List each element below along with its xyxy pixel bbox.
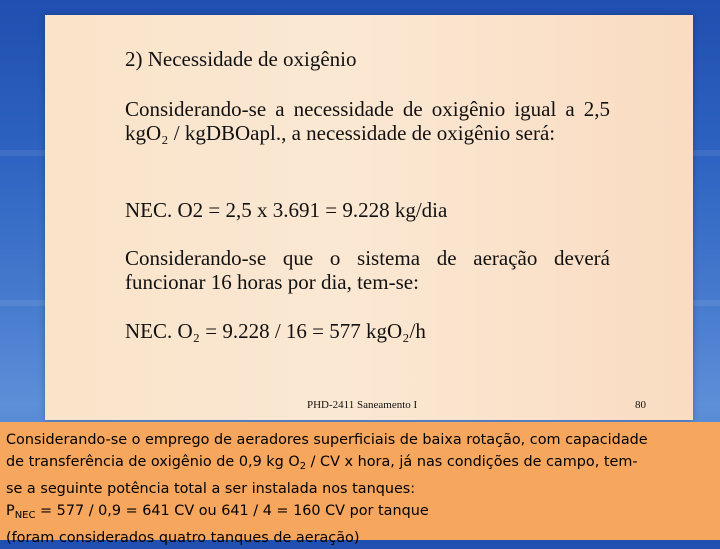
caption-line-2 xyxy=(6,451,714,478)
page-number: 80 xyxy=(635,399,646,411)
caption-power-symbol: P xyxy=(6,503,15,519)
slide-footer: PHD-2411 Saneamento I xyxy=(307,399,418,411)
slide-paragraph-aeration-hours: Considerando-se que o sistema de aeração deverá funcionar 16 horas por dia, tem-se: xyxy=(125,246,610,294)
caption-line-2-subscript: 2 xyxy=(299,461,307,472)
slide-panel xyxy=(45,15,693,420)
caption-box xyxy=(0,422,720,546)
caption-line-1: Considerando-se o emprego de aeradores superficiais de baixa rotação, com capacidade xyxy=(6,432,648,448)
formula-daily-oxygen: NEC. O2 = 2,5 x 3.691 = 9.228 kg/dia xyxy=(125,198,448,222)
caption-power-subscript: NEC xyxy=(14,510,36,521)
caption-line-3: se a seguinte potência total a ser instalada nos tanques: xyxy=(6,481,416,497)
caption-line-2-rest: / CV x hora, já nas condições de campo, tem- xyxy=(306,454,638,470)
slide-paragraph-oxygen-need: Considerando-se a necessidade de oxigênio igual a 2,5 kgO₂ / kgDBOapl., a necessidade de oxigênio será: xyxy=(125,97,610,145)
formula-hourly-oxygen: NEC. O₂ = 9.228 / 16 = 577 kgO₂/h xyxy=(125,319,426,343)
slide-heading: 2) Necessidade de oxigênio xyxy=(125,47,357,71)
caption-power-formula: = 577 / 0,9 = 641 CV ou 641 / 4 = 160 CV por tanque xyxy=(35,503,429,519)
caption-line-5: (foram considerados quatro tanques de aeração) xyxy=(6,530,360,546)
caption-line-2-text: de transferência de oxigênio de 0,9 kg O xyxy=(6,454,300,470)
caption-line-4 xyxy=(6,500,714,527)
